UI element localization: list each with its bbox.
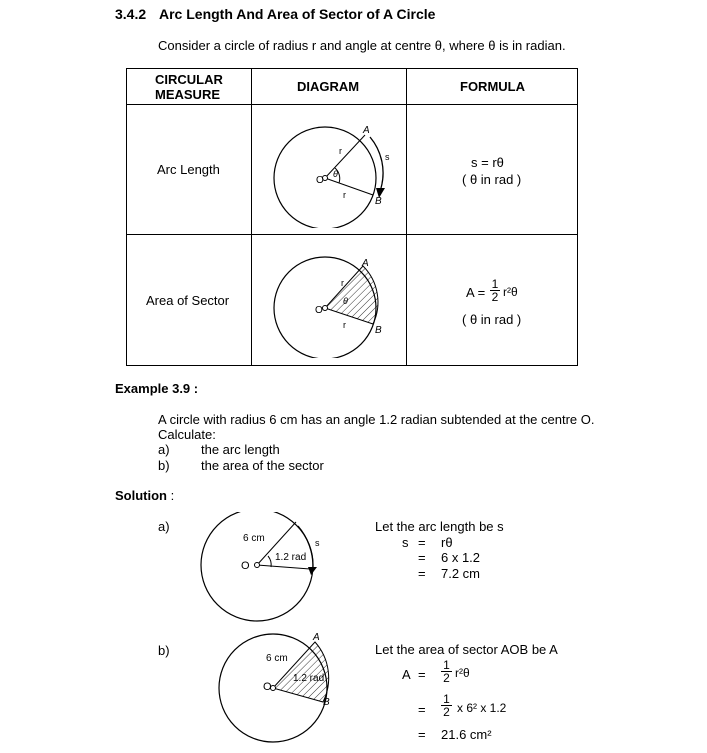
part-b-line1-lhs: A [402,667,411,682]
label-s: s [385,152,390,162]
part-a-line1-eq: = [418,535,426,550]
part-a-diagram [195,512,335,627]
part-a-line3-rhs: 7.2 cm [441,566,481,581]
part-b-line1-rhs: r²θ [455,666,470,680]
sector-label-theta: θ [343,296,348,306]
fraction-denominator: 2 [491,290,499,304]
part-a-label-O: O [241,560,250,572]
part-a-label: a) [158,519,170,534]
part-b-label-O: O [263,681,272,693]
part-b-line1-fraction [441,659,452,684]
part-b-label-B: B [323,697,330,708]
part-a-line1-rhs: rθ [441,535,453,550]
solution-title-colon: : [167,488,175,503]
fraction-numerator: 1 [491,277,499,291]
section-number: 3.4.2 [115,6,147,22]
part-b-line1-num: 1 [443,658,450,672]
example-item-a-text: the arc length [201,442,280,457]
example-title: Example 3.9 : [115,381,199,396]
part-a-line2-eq: = [418,550,426,565]
header-formula: FORMULA [460,79,525,94]
header-circular: CIRCULAR [155,72,223,87]
label-theta: θ [333,169,338,179]
part-b-line2-eq: = [418,702,426,717]
sector-label-B: B [375,325,382,336]
example-item-b-label: b) [158,458,170,473]
part-b-angle: 1.2 rad [293,673,325,684]
row-area-sector-label: Area of Sector [146,293,230,308]
row-arc-length-label: Arc Length [157,162,220,177]
solution-title [115,489,174,502]
area-formula-lhs: A = [466,285,486,300]
area-formula-fraction [490,278,500,303]
header-measure: MEASURE [155,87,221,102]
label-A: A [363,125,370,136]
sector-label-r-upper: r [341,278,344,288]
label-B: B [375,196,382,207]
example-item-a-label: a) [158,442,170,457]
part-a-label-s: s [315,538,320,548]
sector-label-r-lower: r [343,320,346,330]
arc-length-condition: ( θ in rad ) [462,172,522,187]
part-a-line3-eq: = [418,566,426,581]
arc-length-diagram [265,118,405,228]
part-b-line1-eq: = [418,667,426,682]
intro-text: Consider a circle of radius r and angle at centre θ, where θ is in radian. [158,38,566,53]
example-text: A circle with radius 6 cm has an angle 1.2 radian subtended at the centre O. [158,412,595,427]
part-b-line2-den: 2 [443,705,450,719]
label-r-upper: r [339,146,342,156]
area-sector-diagram [265,248,405,358]
part-a-line1-lhs: s [402,535,409,550]
area-formula-rhs: r²θ [503,285,518,299]
part-b-line2-num: 1 [443,692,450,706]
part-a-intro: Let the arc length be s [375,519,504,534]
section-title: Arc Length And Area of Sector of A Circle [159,6,436,22]
area-formula-condition: ( θ in rad ) [462,312,522,327]
label-r-lower: r [343,190,346,200]
solution-title-text: Solution [115,488,167,503]
arc-length-formula: s = rθ [471,155,504,170]
part-b-line1-den: 2 [443,671,450,685]
part-a-radius: 6 cm [243,533,265,544]
part-b-label: b) [158,643,170,658]
part-b-line2-rhs: x 6² x 1.2 [457,701,507,715]
part-a-line2-rhs: 6 x 1.2 [441,550,481,565]
part-b-line2-fraction [441,693,452,718]
part-a-angle: 1.2 rad [275,552,307,563]
header-diagram: DIAGRAM [297,79,360,94]
part-b-diagram [215,628,365,753]
part-b-line3-rhs: 21.6 cm² [441,727,492,742]
part-b-radius: 6 cm [266,653,288,664]
part-b-label-A: A [313,632,320,643]
sector-label-A: A [362,258,369,269]
part-b-intro: Let the area of sector AOB be A [375,642,558,657]
example-calculate: Calculate: [158,427,216,442]
example-item-b-text: the area of the sector [201,458,324,473]
sector-label-O: O [315,305,323,316]
part-b-line3-eq: = [418,727,426,742]
label-O: O [316,175,324,186]
